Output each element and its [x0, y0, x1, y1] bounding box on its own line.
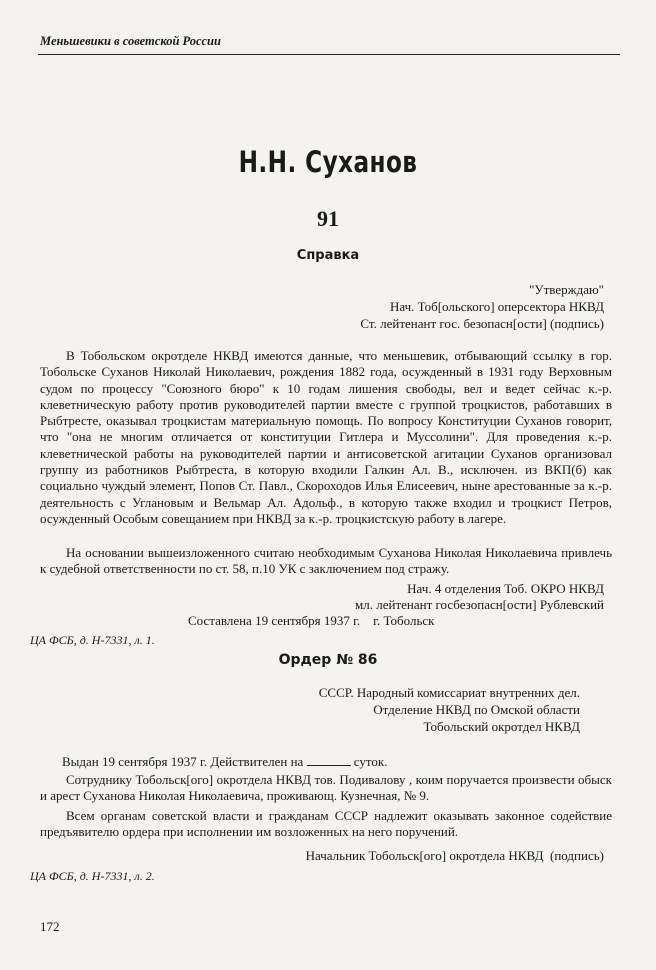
- signature-line: Нач. 4 отделения Тоб. ОКРО НКВД: [407, 581, 604, 596]
- page-number: 172: [40, 919, 60, 934]
- archive-source: ЦА ФСБ, д. Н-7331, л. 1.: [30, 633, 155, 647]
- document-title: Справка: [296, 248, 360, 263]
- order-signature: Начальник Тобольск[ого] окротдела НКВД (подпись): [305, 848, 604, 863]
- running-title: Меньшевики в советской России: [40, 34, 221, 48]
- archive-source: ЦА ФСБ, д. Н-7331, л. 2.: [30, 869, 155, 883]
- approval-line: Ст. лейтенант гос. безопасн[ости] (подпись): [360, 316, 604, 331]
- org-line: СССР. Народный комиссариат внутренних дел.: [318, 685, 580, 700]
- header-rule: [38, 54, 620, 55]
- compiled-date: Составлена 19 сентября 1937 г. г. Тобольск: [188, 613, 435, 628]
- signature-line: мл. лейтенант госбезопасн[ости] Рублевский: [355, 597, 604, 612]
- issued-suffix: суток.: [353, 754, 388, 769]
- report-paragraph: В Тобольском окротделе НКВД имеются данные, что меньшевик, отбывающий ссылку в гор. Тобольске Суханов Николай Николаевич, рождения 1882 года, осужденный в 1931 году Верховным судом по процессу "Союзного бюро" к 10 годам лишения свободы, вел и ведет сейчас к.-р. клеветническую работу против руководителей партии вместе с группой троцкистов, работавших в Рыбтресте, оказывал троцкистам материальную помощь. По вопросу Конституции Суханов говорит, что "она не многим отличается от конституции Гитлера и Муссолини". Для проведения к.-р. клеветнической работы на руководителей партии и антисоветской агитации Суханов организовал группу из работников Рыбтреста, в которую входили Галкин Ал. В., исключен. из ВКП(б) как социально чуждый элемент, Попов Ст. Павл., Скороходов Илья Елисеевич, ныне арестованные за к.-р. деятельность с Углановым и Вельмар Ал. Адольф., в которую также входил и троцкист Петров, осужденный Особым совещанием при НКВД за к.-р. троцкистскую работу в лагере.: [40, 348, 612, 526]
- org-line: Отделение НКВД по Омской области: [373, 702, 580, 717]
- issued-line: [62, 754, 387, 770]
- order-paragraph: Сотруднику Тобольск[ого] окротдела НКВД тов. Подивалову , коим поручается произвести обыск и арест Суханова Николая Николаевича, проживающ. Кузнечная, № 9.: [40, 772, 612, 804]
- order-title: Ордер № 86: [278, 652, 378, 668]
- approval-line: Нач. Тоб[ольского] оперсектора НКВД: [389, 299, 604, 314]
- author-heading: Н.Н. Суханов: [238, 145, 418, 179]
- org-line: Тобольский окротдел НКВД: [423, 719, 580, 734]
- approval-line: "Утверждаю": [529, 282, 604, 297]
- order-paragraph: Всем органам советской власти и гражданам СССР надлежит оказывать законное содействие предъявителю ордера при исполнении им возложенных на него поручений.: [40, 808, 612, 840]
- document-number: 91: [317, 206, 339, 231]
- issued-prefix: Выдан 19 сентября 1937 г. Действителен на: [62, 754, 304, 769]
- report-paragraph: На основании вышеизложенного считаю необходимым Суханова Николая Николаевича привлечь к судебной ответственности по ст. 58, п.10 УК с заключением под стражу.: [40, 545, 612, 577]
- blank-days: [307, 755, 351, 766]
